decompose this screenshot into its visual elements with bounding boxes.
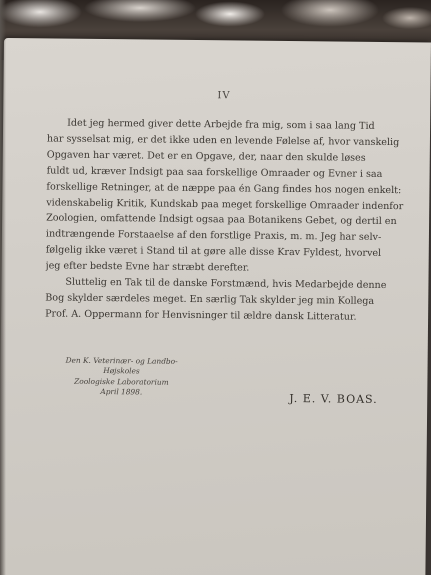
text-line: har sysselsat mig, er det ikke uden en levende Følelse af, hvor vanskelig	[46, 133, 400, 149]
text-line: Idet jeg hermed giver dette Arbejde fra mig, som i saa lang Tid	[67, 117, 375, 132]
page-edge-shadow	[0, 0, 6, 575]
book-page	[0, 38, 431, 575]
institution-line: Den K. Veterinær- og Landbo-Højskoles	[65, 355, 178, 376]
institution-line: Zoologiske Laboratorium	[74, 376, 169, 387]
text-line: Bog skylder særdeles meget. En særlig Tak skylder jeg min Kollega	[45, 292, 375, 307]
text-line: videnskabelig Kritik, Kundskab paa meget forskellige Omraader indenfor	[46, 196, 404, 212]
text-line: følgelig ikke været i Stand til at gøre alle disse Krav Fyldest, hvorvel	[45, 244, 382, 260]
text-line: Sluttelig en Tak til de danske Forstmænd, hvis Medarbejde denne	[65, 276, 387, 292]
text-line: indtrængende Forstaaelse af den forstlige Praxis, m. m. Jeg har selv-	[45, 228, 382, 244]
text-line: jeg efter bedste Evne har stræbt derefter.	[45, 260, 250, 274]
signature-date: April 1898.	[100, 387, 143, 397]
preface-text	[45, 115, 413, 326]
page-number: IV	[217, 90, 231, 102]
text-line: fuldt ud, kræver Indsigt paa saa forskellige Omraader og Evner i saa	[46, 165, 383, 180]
author-name: J. E. V. BOAS.	[289, 392, 378, 406]
text-line: Zoologien, omfattende Indsigt ogsaa paa Botanikens Gebet, og dertil en	[46, 212, 397, 228]
text-line: Opgaven har været. Det er en Opgave, der, naar den skulde løses	[46, 149, 366, 164]
text-line: forskellige Retninger, at de næppe paa én Gang findes hos nogen enkelt:	[46, 181, 402, 196]
text-line: Prof. A. Oppermann for Henvisninger til ældre dansk Litteratur.	[45, 308, 357, 323]
institution-signature	[56, 356, 186, 399]
